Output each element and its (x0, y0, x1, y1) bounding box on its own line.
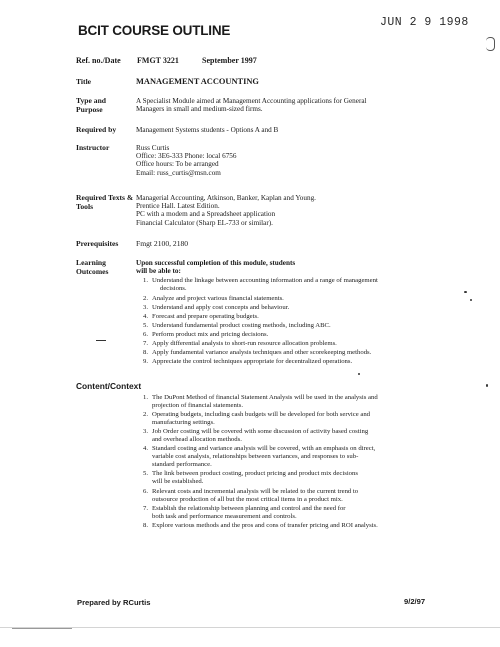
item-number: 6. (142, 488, 148, 495)
item-number: 2. (142, 411, 148, 418)
item-line-1: Relevant costs and incremental analysis will be related to the current trend to (152, 488, 359, 495)
course-title: MANAGEMENT ACCOUNTING (136, 77, 259, 86)
content-list (136, 394, 436, 544)
type-purpose-line-1: A Specialist Module aimed at Management Accounting applications for General (136, 97, 367, 105)
instructor-email: Email: russ_curtis@msn.com (136, 168, 221, 177)
scan-speck (358, 373, 360, 375)
item-number: 9. (142, 358, 148, 365)
learning-outcomes-intro (136, 259, 295, 275)
item-number: 5. (142, 470, 148, 477)
scan-edge-line (0, 627, 500, 628)
type-purpose-line-2: Managers in small and medium-sized firms. (136, 105, 263, 114)
item-number: 4. (142, 445, 148, 452)
item-text: Analyze and project various financial statements. (152, 295, 284, 302)
item-number: 6. (142, 331, 148, 338)
item-text: Understand and apply cost concepts and behaviour. (152, 304, 290, 311)
item-line-1: The DuPont Method of financial Statement Analysis will be used in the analysis and (152, 394, 378, 401)
item-line-1: Explore various methods and the pros and cons of transfer pricing and ROI analysis. (152, 522, 378, 529)
course-date: September 1997 (202, 56, 257, 65)
learning-outcomes-list (136, 277, 436, 373)
item-text: Apply fundamental variance analysis techniques and other scorekeeping methods. (152, 349, 372, 356)
item-number: 2. (142, 295, 148, 302)
required-by-label: Required by (76, 125, 117, 134)
scan-speck (464, 291, 467, 293)
instructor-details (136, 144, 436, 177)
item-line-2: will be established. (152, 478, 204, 485)
required-by-value: Management Systems students - Options A and B (136, 126, 279, 134)
prepared-by: Prepared by RCurtis (77, 598, 151, 607)
instructor-name: Russ Curtis (136, 144, 170, 152)
document-title: BCIT COURSE OUTLINE (78, 23, 231, 38)
learning-outcomes-label: Learning Outcomes (76, 258, 109, 276)
title-label: Title (76, 77, 92, 86)
content-context-heading: Content/Context (76, 381, 142, 391)
item-line-1: Standard costing and variance analysis will be covered, with an emphasis on direct, (152, 445, 376, 452)
item-line-2: projection of financial statements. (152, 402, 243, 409)
item-number: 1. (142, 277, 148, 284)
prerequisites-value: Fmgt 2100, 2180 (136, 239, 189, 248)
item-line-1: Establish the relationship between planning and control and the need for (152, 505, 346, 512)
scan-speck (12, 628, 72, 629)
prerequisites-label: Prerequisites (76, 239, 119, 248)
item-text: Perform product mix and pricing decisions. (152, 331, 269, 338)
item-line-2: outsource production of all but the most critical items in a product mix. (152, 496, 343, 503)
item-number: 7. (142, 505, 148, 512)
instructor-label: Instructor (76, 143, 110, 152)
item-line-2: and overhead allocation methods. (152, 436, 242, 443)
item-number: 4. (142, 313, 148, 320)
item-text-cont: decisions. (160, 285, 187, 292)
item-text: Understand the linkage between accounting information and a range of management (152, 277, 378, 284)
ref-label: Ref. no./Date (76, 56, 121, 65)
outcomes-intro-line-2: will be able to: (136, 267, 181, 276)
scan-speck (96, 340, 106, 341)
item-text: Understand fundamental product costing methods, including ABC. (152, 322, 331, 329)
texts-line-1: Managerial Accounting, Atkinson, Banker, Kaplan and Young. (136, 194, 316, 202)
item-line-2: variable cost analysis, relationships between variances, and responses to sub- (152, 453, 359, 460)
item-number: 3. (142, 428, 148, 435)
item-line-1: Job Order costing will be covered with some discussion of activity based costing (152, 428, 369, 435)
scan-speck (470, 299, 472, 301)
item-number: 7. (142, 340, 148, 347)
texts-tools-value (136, 194, 436, 227)
item-number: 1. (142, 394, 148, 401)
item-line-2: both task and performance measurement and controls. (152, 513, 297, 520)
binder-hole-mark (486, 37, 495, 51)
item-number: 8. (142, 349, 148, 356)
scan-speck (486, 384, 488, 387)
texts-line-2: Prentice Hall. Latest Edition. (136, 202, 220, 211)
type-purpose-value (136, 97, 436, 113)
item-number: 8. (142, 522, 148, 529)
item-line-2: manufacturing settings. (152, 419, 215, 426)
item-number: 3. (142, 304, 148, 311)
texts-line-4: Financial Calculator (Sharp EL-733 or similar). (136, 218, 273, 227)
item-line-3: standard performance. (152, 461, 212, 468)
item-text: Forecast and prepare operating budgets. (152, 313, 259, 320)
footer-date: 9/2/97 (404, 597, 426, 606)
instructor-office: Office: 3E6-333 Phone: local 6756 (136, 152, 237, 161)
item-text: Appreciate the control techniques appropriate for decentralized operations. (152, 358, 353, 365)
item-line-1: Operating budgets, including cash budgets will be developed for both service and (152, 411, 371, 418)
item-line-1: The link between product costing, product pricing and product mix decisions (152, 470, 358, 477)
instructor-hours: Office hours: To be arranged (136, 160, 219, 169)
received-date-stamp: JUN 2 9 1998 (380, 16, 469, 29)
course-code: FMGT 3221 (137, 56, 179, 65)
type-purpose-label: Type and Purpose (76, 96, 107, 114)
item-number: 5. (142, 322, 148, 329)
item-text: Apply differential analysis to short-run resource allocation problems. (152, 340, 337, 347)
outcomes-intro-line-1: Upon successful completion of this module, students (136, 259, 296, 267)
texts-tools-label: Required Texts & Tools (76, 193, 134, 211)
texts-line-3: PC with a modem and a Spreadsheet application (136, 210, 276, 219)
